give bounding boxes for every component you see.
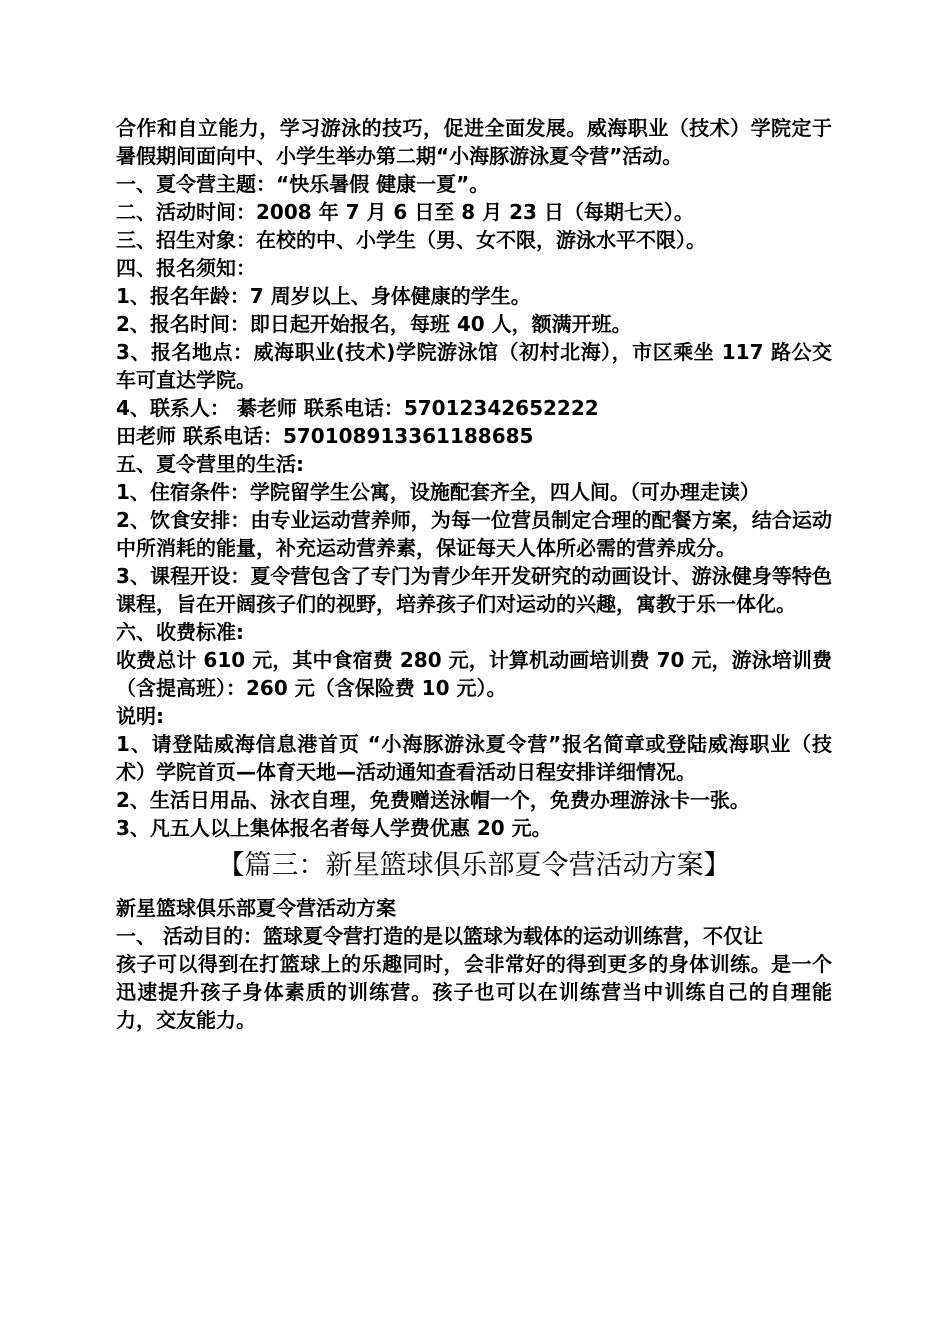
section-heading: 【篇三：新星篮球俱乐部夏令营活动方案】 bbox=[217, 850, 731, 881]
paragraph-note-1: 1、请登陆威海信息港首页 “小海豚游泳夏令营”报名简章或登陆威海职业（技术）学院首页—体育天地—活动通知查看活动日程安排详细情况。 bbox=[116, 732, 832, 784]
paragraph-target: 三、招生对象：在校的中、小学生（男、女不限，游泳水平不限）。 bbox=[116, 228, 706, 252]
paragraph-notes-heading: 说明: bbox=[116, 704, 164, 728]
paragraph-signup-time: 2、报名时间：即日起开始报名，每班 40 人，额满开班。 bbox=[116, 312, 632, 336]
paragraph-fee: 收费总计 610 元，其中食宿费 280 元，计算机动画培训费 70 元，游泳培训费（含提高班）：260 元（含保险费 10 元）。 bbox=[116, 648, 832, 700]
paragraph-basketball-body: 孩子可以得到在打篮球上的乐趣同时，会非常好的得到更多的身体训练。是一个迅速提升孩子身体素质的训练营。孩子也可以在训练营当中训练自己的自理能力，交友能力。 bbox=[116, 952, 832, 1032]
paragraph-diet: 2、饮食安排：由专业运动营养师，为每一位营员制定合理的配餐方案，结合运动中所消耗的能量，补充运动营养素，保证每天人体所必需的营养成分。 bbox=[116, 508, 832, 560]
paragraph-lodging: 1、住宿条件：学院留学生公寓，设施配套齐全，四人间。（可办理走读） bbox=[116, 480, 760, 504]
paragraph-basketball-purpose: 一、 活动目的：篮球夏令营打造的是以篮球为载体的运动训练营，不仅让 bbox=[116, 924, 763, 948]
paragraph-intro: 合作和自立能力，学习游泳的技巧，促进全面发展。威海职业（技术）学院定于暑假期间面向中、小学生举办第二期“小海豚游泳夏令营”活动。 bbox=[116, 116, 832, 168]
paragraph-note-3: 3、凡五人以上集体报名者每人学费优惠 20 元。 bbox=[116, 816, 552, 840]
document-page bbox=[116, 114, 832, 1034]
paragraph-contact-1: 4、联系人： 綦老师 联系电话：57012342652222 bbox=[116, 396, 599, 420]
paragraph-fee-heading: 六、收费标准: bbox=[116, 620, 244, 644]
paragraph-note-2: 2、生活日用品、泳衣自理，免费赠送泳帽一个，免费办理游泳卡一张。 bbox=[116, 788, 750, 812]
paragraph-notice-heading: 四、报名须知： bbox=[116, 256, 256, 280]
paragraph-life-heading: 五、夏令营里的生活: bbox=[116, 452, 304, 476]
paragraph-location: 3、报名地点：威海职业(技术)学院游泳馆（初村北海），市区乘坐 117 路公交车可直达学院。 bbox=[116, 340, 832, 392]
paragraph-basketball-title: 新星篮球俱乐部夏令营活动方案 bbox=[116, 896, 396, 920]
paragraph-courses: 3、课程开设：夏令营包含了专门为青少年开发研究的动画设计、游泳健身等特色课程，旨在开阔孩子们的视野，培养孩子们对运动的兴趣，寓教于乐一体化。 bbox=[116, 564, 832, 616]
paragraph-theme: 一、夏令营主题：“快乐暑假 健康一夏”。 bbox=[116, 172, 490, 196]
paragraph-contact-2: 田老师 联系电话：57010891336118868​5 bbox=[116, 424, 534, 448]
paragraph-time: 二、活动时间：2008 年 7 月 6 日至 8 月 23 日（每期七天）。 bbox=[116, 200, 694, 224]
paragraph-age: 1、报名年龄：7 周岁以上、身体健康的学生。 bbox=[116, 284, 531, 308]
